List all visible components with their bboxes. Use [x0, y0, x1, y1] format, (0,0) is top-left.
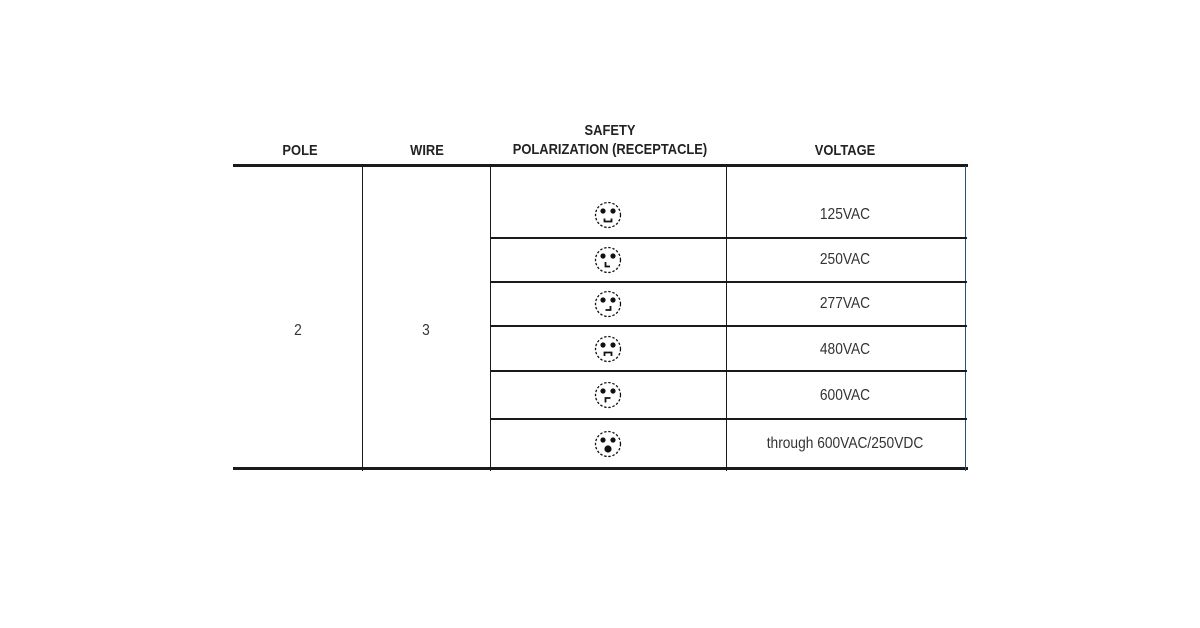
- voltage-value: through 600VAC/250VDC: [766, 435, 924, 452]
- receptacle-universal-icon: [593, 429, 623, 459]
- pole-value: 2: [294, 322, 302, 339]
- receptacle-250v-icon: [593, 245, 623, 275]
- receptacle-277v-icon: [593, 289, 623, 319]
- header-polarization-label: POLARIZATION (RECEPTACLE): [512, 141, 708, 158]
- header-wire: [393, 141, 462, 160]
- header-pole: [266, 141, 335, 160]
- wire-value: 3: [422, 322, 430, 339]
- header-voltage: [793, 141, 896, 160]
- table-bottom-rule: [233, 467, 968, 470]
- voltage-value: 480VAC: [819, 341, 871, 358]
- voltage-value: 600VAC: [819, 387, 871, 404]
- column-divider-pole-wire: [362, 166, 363, 471]
- receptacle-600v-icon: [593, 380, 623, 410]
- header-pole-label: POLE: [282, 142, 318, 159]
- header-voltage-label: VOLTAGE: [814, 142, 876, 159]
- column-divider-wire-safety: [490, 166, 491, 471]
- header-safety-polarization: [490, 121, 731, 159]
- column-divider-right-edge: [965, 166, 966, 471]
- row-separator-1: [491, 237, 967, 239]
- voltage-value: 277VAC: [819, 295, 871, 312]
- row-separator-4: [491, 370, 967, 372]
- voltage-value: 125VAC: [819, 206, 871, 223]
- voltage-value: 250VAC: [819, 251, 871, 268]
- column-divider-safety-voltage: [726, 166, 727, 471]
- header-safety-label: SAFETY: [584, 122, 636, 139]
- row-separator-5: [491, 418, 967, 420]
- row-separator-3: [491, 325, 967, 327]
- receptacle-125v-icon: [593, 200, 623, 230]
- table-top-rule: [233, 164, 968, 167]
- header-wire-label: WIRE: [410, 142, 444, 159]
- row-separator-2: [491, 281, 967, 283]
- receptacle-480v-icon: [593, 334, 623, 364]
